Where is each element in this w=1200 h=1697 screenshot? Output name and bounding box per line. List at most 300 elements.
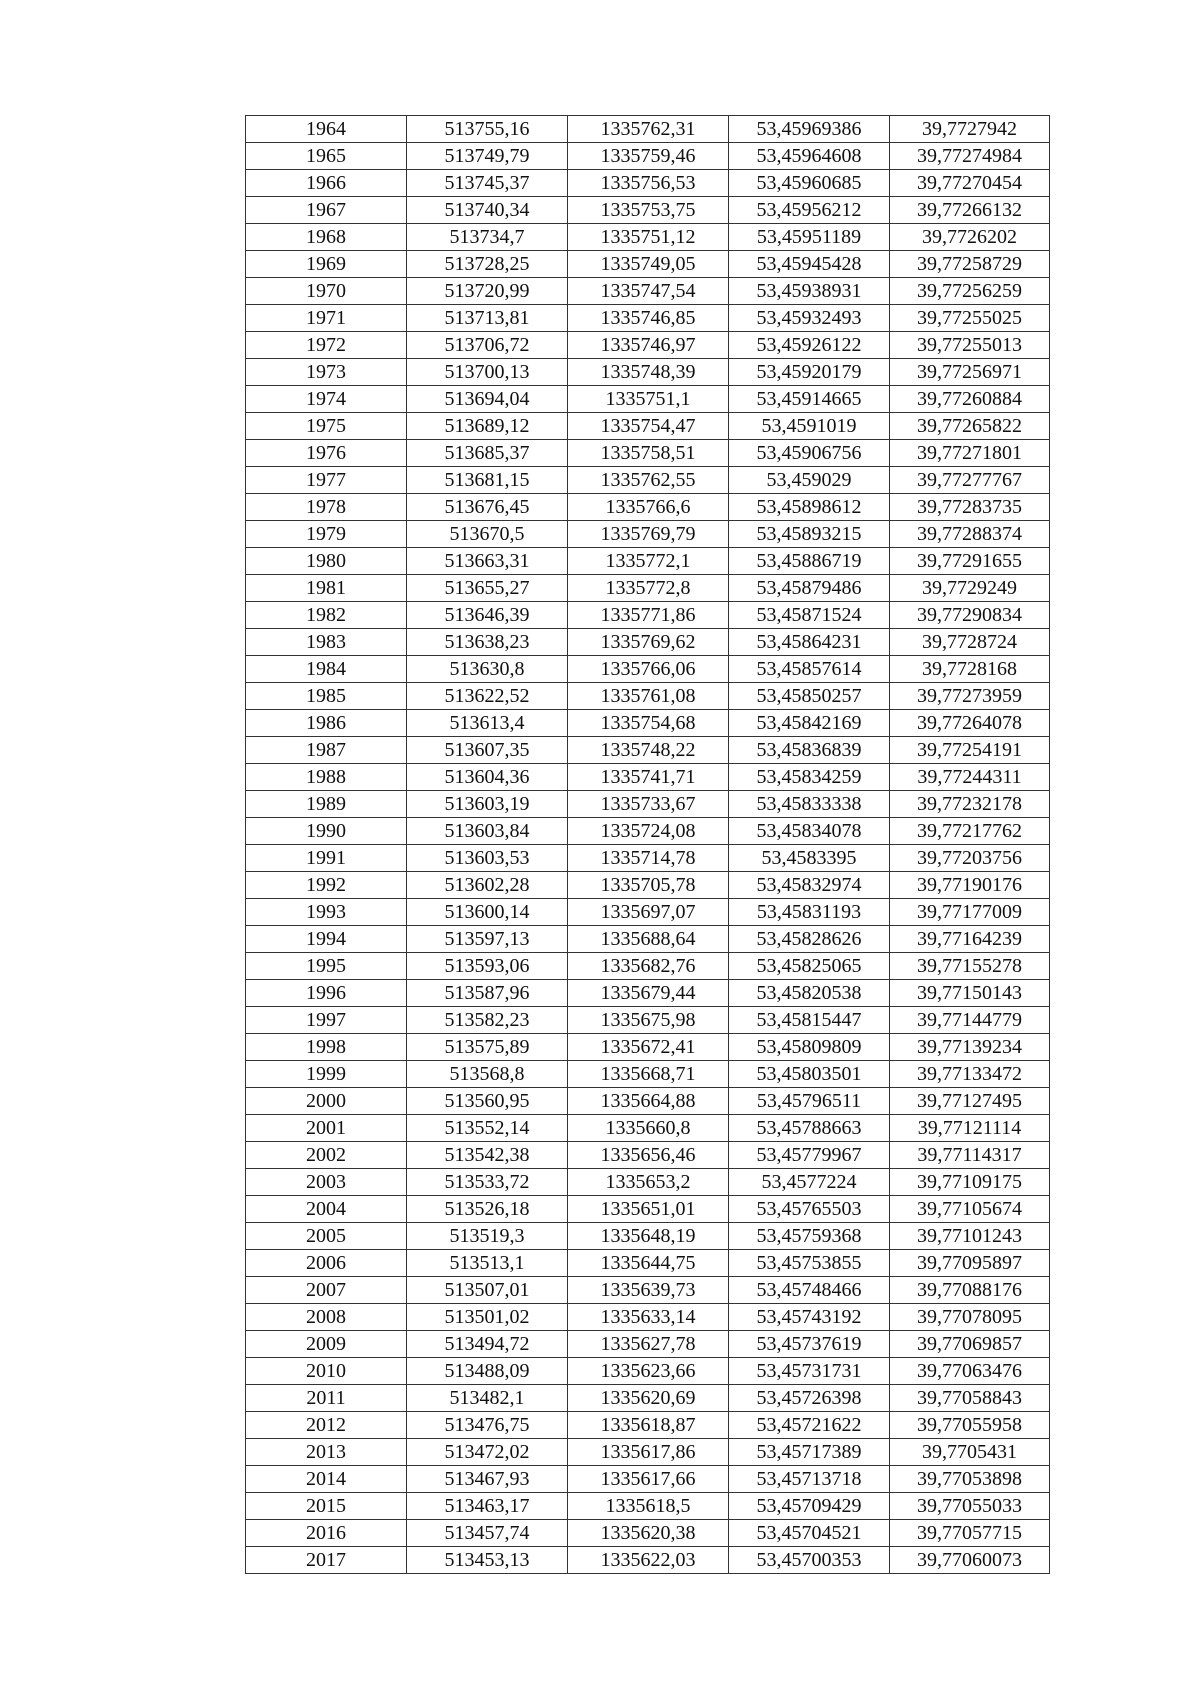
year-cell: 2011 [246, 1385, 407, 1412]
x-coordinate-cell: 513568,8 [407, 1061, 568, 1088]
year-cell: 1992 [246, 872, 407, 899]
y-coordinate-cell: 1335754,68 [568, 710, 729, 737]
latitude-cell: 53,45759368 [729, 1223, 890, 1250]
latitude-cell: 53,459029 [729, 467, 890, 494]
latitude-cell: 53,45831193 [729, 899, 890, 926]
table-row [246, 602, 1050, 629]
x-coordinate-cell: 513604,36 [407, 764, 568, 791]
table-row [246, 143, 1050, 170]
year-cell: 2001 [246, 1115, 407, 1142]
table-row [246, 1412, 1050, 1439]
y-coordinate-cell: 1335617,66 [568, 1466, 729, 1493]
y-coordinate-cell: 1335766,06 [568, 656, 729, 683]
y-coordinate-cell: 1335756,53 [568, 170, 729, 197]
x-coordinate-cell: 513646,39 [407, 602, 568, 629]
table-row [246, 1439, 1050, 1466]
x-coordinate-cell: 513607,35 [407, 737, 568, 764]
longitude-cell: 39,77203756 [890, 845, 1050, 872]
table-row [246, 1304, 1050, 1331]
longitude-cell: 39,7705431 [890, 1439, 1050, 1466]
table-row [246, 1250, 1050, 1277]
x-coordinate-cell: 513582,23 [407, 1007, 568, 1034]
table-row [246, 224, 1050, 251]
year-cell: 1990 [246, 818, 407, 845]
table-row [246, 926, 1050, 953]
latitude-cell: 53,45850257 [729, 683, 890, 710]
table-row [246, 251, 1050, 278]
x-coordinate-cell: 513501,02 [407, 1304, 568, 1331]
table-row [246, 872, 1050, 899]
x-coordinate-cell: 513587,96 [407, 980, 568, 1007]
year-cell: 1980 [246, 548, 407, 575]
x-coordinate-cell: 513472,02 [407, 1439, 568, 1466]
latitude-cell: 53,45920179 [729, 359, 890, 386]
y-coordinate-cell: 1335653,2 [568, 1169, 729, 1196]
longitude-cell: 39,77254191 [890, 737, 1050, 764]
y-coordinate-cell: 1335772,8 [568, 575, 729, 602]
latitude-cell: 53,45828626 [729, 926, 890, 953]
longitude-cell: 39,77105674 [890, 1196, 1050, 1223]
table-row [246, 791, 1050, 818]
y-coordinate-cell: 1335648,19 [568, 1223, 729, 1250]
y-coordinate-cell: 1335741,71 [568, 764, 729, 791]
y-coordinate-cell: 1335748,39 [568, 359, 729, 386]
table-body [246, 116, 1050, 1574]
longitude-cell: 39,77069857 [890, 1331, 1050, 1358]
longitude-cell: 39,77164239 [890, 926, 1050, 953]
latitude-cell: 53,45779967 [729, 1142, 890, 1169]
latitude-cell: 53,45731731 [729, 1358, 890, 1385]
table-row [246, 1547, 1050, 1574]
table-row [246, 1034, 1050, 1061]
y-coordinate-cell: 1335664,88 [568, 1088, 729, 1115]
table-row [246, 197, 1050, 224]
latitude-cell: 53,45956212 [729, 197, 890, 224]
longitude-cell: 39,77101243 [890, 1223, 1050, 1250]
y-coordinate-cell: 1335759,46 [568, 143, 729, 170]
x-coordinate-cell: 513728,25 [407, 251, 568, 278]
table-row [246, 656, 1050, 683]
x-coordinate-cell: 513689,12 [407, 413, 568, 440]
table-row [246, 413, 1050, 440]
x-coordinate-cell: 513655,27 [407, 575, 568, 602]
longitude-cell: 39,77057715 [890, 1520, 1050, 1547]
year-cell: 1999 [246, 1061, 407, 1088]
year-cell: 1972 [246, 332, 407, 359]
latitude-cell: 53,45834078 [729, 818, 890, 845]
y-coordinate-cell: 1335714,78 [568, 845, 729, 872]
x-coordinate-cell: 513734,7 [407, 224, 568, 251]
year-cell: 2008 [246, 1304, 407, 1331]
latitude-cell: 53,45748466 [729, 1277, 890, 1304]
y-coordinate-cell: 1335771,86 [568, 602, 729, 629]
year-cell: 2007 [246, 1277, 407, 1304]
x-coordinate-cell: 513638,23 [407, 629, 568, 656]
year-cell: 1995 [246, 953, 407, 980]
x-coordinate-cell: 513507,01 [407, 1277, 568, 1304]
longitude-cell: 39,77144779 [890, 1007, 1050, 1034]
y-coordinate-cell: 1335672,41 [568, 1034, 729, 1061]
latitude-cell: 53,45713718 [729, 1466, 890, 1493]
x-coordinate-cell: 513603,84 [407, 818, 568, 845]
y-coordinate-cell: 1335772,1 [568, 548, 729, 575]
longitude-cell: 39,77177009 [890, 899, 1050, 926]
longitude-cell: 39,77060073 [890, 1547, 1050, 1574]
longitude-cell: 39,77150143 [890, 980, 1050, 1007]
x-coordinate-cell: 513476,75 [407, 1412, 568, 1439]
year-cell: 1988 [246, 764, 407, 791]
year-cell: 1979 [246, 521, 407, 548]
year-cell: 1977 [246, 467, 407, 494]
year-cell: 1997 [246, 1007, 407, 1034]
x-coordinate-cell: 513526,18 [407, 1196, 568, 1223]
latitude-cell: 53,4577224 [729, 1169, 890, 1196]
year-cell: 1964 [246, 116, 407, 143]
latitude-cell: 53,4591019 [729, 413, 890, 440]
latitude-cell: 53,45893215 [729, 521, 890, 548]
latitude-cell: 53,45815447 [729, 1007, 890, 1034]
year-cell: 2004 [246, 1196, 407, 1223]
y-coordinate-cell: 1335746,97 [568, 332, 729, 359]
y-coordinate-cell: 1335769,62 [568, 629, 729, 656]
y-coordinate-cell: 1335754,47 [568, 413, 729, 440]
x-coordinate-cell: 513745,37 [407, 170, 568, 197]
table-row [246, 494, 1050, 521]
x-coordinate-cell: 513694,04 [407, 386, 568, 413]
year-cell: 1989 [246, 791, 407, 818]
latitude-cell: 53,45704521 [729, 1520, 890, 1547]
latitude-cell: 53,45960685 [729, 170, 890, 197]
table-row [246, 1196, 1050, 1223]
year-cell: 1966 [246, 170, 407, 197]
table-row [246, 980, 1050, 1007]
longitude-cell: 39,77121114 [890, 1115, 1050, 1142]
latitude-cell: 53,45753855 [729, 1250, 890, 1277]
x-coordinate-cell: 513467,93 [407, 1466, 568, 1493]
y-coordinate-cell: 1335766,6 [568, 494, 729, 521]
y-coordinate-cell: 1335747,54 [568, 278, 729, 305]
year-cell: 1998 [246, 1034, 407, 1061]
y-coordinate-cell: 1335639,73 [568, 1277, 729, 1304]
latitude-cell: 53,45914665 [729, 386, 890, 413]
latitude-cell: 53,45726398 [729, 1385, 890, 1412]
y-coordinate-cell: 1335753,75 [568, 197, 729, 224]
latitude-cell: 53,45834259 [729, 764, 890, 791]
year-cell: 2002 [246, 1142, 407, 1169]
longitude-cell: 39,77139234 [890, 1034, 1050, 1061]
x-coordinate-cell: 513663,31 [407, 548, 568, 575]
y-coordinate-cell: 1335762,55 [568, 467, 729, 494]
y-coordinate-cell: 1335749,05 [568, 251, 729, 278]
latitude-cell: 53,45886719 [729, 548, 890, 575]
longitude-cell: 39,77088176 [890, 1277, 1050, 1304]
longitude-cell: 39,77127495 [890, 1088, 1050, 1115]
x-coordinate-cell: 513720,99 [407, 278, 568, 305]
table-row [246, 899, 1050, 926]
year-cell: 1970 [246, 278, 407, 305]
year-cell: 1981 [246, 575, 407, 602]
latitude-cell: 53,45836839 [729, 737, 890, 764]
x-coordinate-cell: 513453,13 [407, 1547, 568, 1574]
y-coordinate-cell: 1335758,51 [568, 440, 729, 467]
longitude-cell: 39,77258729 [890, 251, 1050, 278]
x-coordinate-cell: 513482,1 [407, 1385, 568, 1412]
longitude-cell: 39,7727942 [890, 116, 1050, 143]
longitude-cell: 39,77255013 [890, 332, 1050, 359]
y-coordinate-cell: 1335688,64 [568, 926, 729, 953]
x-coordinate-cell: 513513,1 [407, 1250, 568, 1277]
x-coordinate-cell: 513740,34 [407, 197, 568, 224]
latitude-cell: 53,45938931 [729, 278, 890, 305]
x-coordinate-cell: 513597,13 [407, 926, 568, 953]
latitude-cell: 53,45951189 [729, 224, 890, 251]
year-cell: 1978 [246, 494, 407, 521]
table-row [246, 1007, 1050, 1034]
table-row [246, 305, 1050, 332]
x-coordinate-cell: 513622,52 [407, 683, 568, 710]
x-coordinate-cell: 513670,5 [407, 521, 568, 548]
latitude-cell: 53,45926122 [729, 332, 890, 359]
table-row [246, 953, 1050, 980]
latitude-cell: 53,45820538 [729, 980, 890, 1007]
longitude-cell: 39,77190176 [890, 872, 1050, 899]
longitude-cell: 39,77255025 [890, 305, 1050, 332]
longitude-cell: 39,77095897 [890, 1250, 1050, 1277]
y-coordinate-cell: 1335627,78 [568, 1331, 729, 1358]
year-cell: 1965 [246, 143, 407, 170]
latitude-cell: 53,45809809 [729, 1034, 890, 1061]
year-cell: 1987 [246, 737, 407, 764]
latitude-cell: 53,45803501 [729, 1061, 890, 1088]
longitude-cell: 39,77217762 [890, 818, 1050, 845]
y-coordinate-cell: 1335617,86 [568, 1439, 729, 1466]
latitude-cell: 53,45737619 [729, 1331, 890, 1358]
longitude-cell: 39,77270454 [890, 170, 1050, 197]
y-coordinate-cell: 1335618,87 [568, 1412, 729, 1439]
latitude-cell: 53,45906756 [729, 440, 890, 467]
x-coordinate-cell: 513755,16 [407, 116, 568, 143]
latitude-cell: 53,45969386 [729, 116, 890, 143]
y-coordinate-cell: 1335675,98 [568, 1007, 729, 1034]
x-coordinate-cell: 513613,4 [407, 710, 568, 737]
year-cell: 2005 [246, 1223, 407, 1250]
y-coordinate-cell: 1335668,71 [568, 1061, 729, 1088]
longitude-cell: 39,77055958 [890, 1412, 1050, 1439]
table-row [246, 1331, 1050, 1358]
longitude-cell: 39,77155278 [890, 953, 1050, 980]
year-cell: 1975 [246, 413, 407, 440]
table-row [246, 332, 1050, 359]
table-row [246, 116, 1050, 143]
longitude-cell: 39,77114317 [890, 1142, 1050, 1169]
latitude-cell: 53,45871524 [729, 602, 890, 629]
y-coordinate-cell: 1335620,69 [568, 1385, 729, 1412]
year-cell: 1982 [246, 602, 407, 629]
table-row [246, 764, 1050, 791]
x-coordinate-cell: 513676,45 [407, 494, 568, 521]
y-coordinate-cell: 1335622,03 [568, 1547, 729, 1574]
longitude-cell: 39,7726202 [890, 224, 1050, 251]
year-cell: 1991 [246, 845, 407, 872]
x-coordinate-cell: 513600,14 [407, 899, 568, 926]
x-coordinate-cell: 513457,74 [407, 1520, 568, 1547]
longitude-cell: 39,77256971 [890, 359, 1050, 386]
year-cell: 2013 [246, 1439, 407, 1466]
table-row [246, 710, 1050, 737]
table-row [246, 1493, 1050, 1520]
y-coordinate-cell: 1335623,66 [568, 1358, 729, 1385]
table-row [246, 845, 1050, 872]
y-coordinate-cell: 1335656,46 [568, 1142, 729, 1169]
table-row [246, 359, 1050, 386]
year-cell: 1968 [246, 224, 407, 251]
year-cell: 1983 [246, 629, 407, 656]
x-coordinate-cell: 513542,38 [407, 1142, 568, 1169]
y-coordinate-cell: 1335733,67 [568, 791, 729, 818]
longitude-cell: 39,7728168 [890, 656, 1050, 683]
longitude-cell: 39,77277767 [890, 467, 1050, 494]
x-coordinate-cell: 513494,72 [407, 1331, 568, 1358]
latitude-cell: 53,45964608 [729, 143, 890, 170]
table-row [246, 1223, 1050, 1250]
y-coordinate-cell: 1335618,5 [568, 1493, 729, 1520]
year-cell: 2017 [246, 1547, 407, 1574]
table-row [246, 1358, 1050, 1385]
year-cell: 1996 [246, 980, 407, 1007]
x-coordinate-cell: 513603,19 [407, 791, 568, 818]
y-coordinate-cell: 1335660,8 [568, 1115, 729, 1142]
year-cell: 1985 [246, 683, 407, 710]
table-row [246, 1061, 1050, 1088]
longitude-cell: 39,77256259 [890, 278, 1050, 305]
y-coordinate-cell: 1335697,07 [568, 899, 729, 926]
y-coordinate-cell: 1335761,08 [568, 683, 729, 710]
year-cell: 2015 [246, 1493, 407, 1520]
year-cell: 2006 [246, 1250, 407, 1277]
x-coordinate-cell: 513560,95 [407, 1088, 568, 1115]
x-coordinate-cell: 513463,17 [407, 1493, 568, 1520]
year-cell: 1973 [246, 359, 407, 386]
longitude-cell: 39,77244311 [890, 764, 1050, 791]
table-row [246, 548, 1050, 575]
year-cell: 1974 [246, 386, 407, 413]
longitude-cell: 39,77271801 [890, 440, 1050, 467]
x-coordinate-cell: 513602,28 [407, 872, 568, 899]
x-coordinate-cell: 513700,13 [407, 359, 568, 386]
year-cell: 2000 [246, 1088, 407, 1115]
table-row [246, 1169, 1050, 1196]
table-row [246, 1466, 1050, 1493]
year-cell: 2009 [246, 1331, 407, 1358]
table-row [246, 683, 1050, 710]
longitude-cell: 39,77260884 [890, 386, 1050, 413]
latitude-cell: 53,45743192 [729, 1304, 890, 1331]
y-coordinate-cell: 1335705,78 [568, 872, 729, 899]
latitude-cell: 53,45898612 [729, 494, 890, 521]
latitude-cell: 53,45842169 [729, 710, 890, 737]
year-cell: 1986 [246, 710, 407, 737]
y-coordinate-cell: 1335679,44 [568, 980, 729, 1007]
year-cell: 1971 [246, 305, 407, 332]
latitude-cell: 53,45765503 [729, 1196, 890, 1223]
table-row [246, 1385, 1050, 1412]
y-coordinate-cell: 1335682,76 [568, 953, 729, 980]
x-coordinate-cell: 513749,79 [407, 143, 568, 170]
latitude-cell: 53,45796511 [729, 1088, 890, 1115]
longitude-cell: 39,77078095 [890, 1304, 1050, 1331]
longitude-cell: 39,77055033 [890, 1493, 1050, 1520]
coordinates-table [245, 115, 1050, 1574]
longitude-cell: 39,77291655 [890, 548, 1050, 575]
x-coordinate-cell: 513552,14 [407, 1115, 568, 1142]
longitude-cell: 39,77274984 [890, 143, 1050, 170]
latitude-cell: 53,45832974 [729, 872, 890, 899]
latitude-cell: 53,45857614 [729, 656, 890, 683]
latitude-cell: 53,45833338 [729, 791, 890, 818]
year-cell: 2016 [246, 1520, 407, 1547]
year-cell: 1994 [246, 926, 407, 953]
x-coordinate-cell: 513488,09 [407, 1358, 568, 1385]
x-coordinate-cell: 513533,72 [407, 1169, 568, 1196]
longitude-cell: 39,77058843 [890, 1385, 1050, 1412]
year-cell: 2010 [246, 1358, 407, 1385]
x-coordinate-cell: 513630,8 [407, 656, 568, 683]
table-row [246, 818, 1050, 845]
x-coordinate-cell: 513593,06 [407, 953, 568, 980]
table-row [246, 1520, 1050, 1547]
longitude-cell: 39,77273959 [890, 683, 1050, 710]
longitude-cell: 39,77109175 [890, 1169, 1050, 1196]
year-cell: 1969 [246, 251, 407, 278]
latitude-cell: 53,45700353 [729, 1547, 890, 1574]
longitude-cell: 39,77264078 [890, 710, 1050, 737]
latitude-cell: 53,45945428 [729, 251, 890, 278]
table-row [246, 575, 1050, 602]
year-cell: 1967 [246, 197, 407, 224]
y-coordinate-cell: 1335751,12 [568, 224, 729, 251]
x-coordinate-cell: 513713,81 [407, 305, 568, 332]
longitude-cell: 39,77288374 [890, 521, 1050, 548]
table-row [246, 521, 1050, 548]
year-cell: 2014 [246, 1466, 407, 1493]
year-cell: 2003 [246, 1169, 407, 1196]
y-coordinate-cell: 1335748,22 [568, 737, 729, 764]
y-coordinate-cell: 1335651,01 [568, 1196, 729, 1223]
table-row [246, 278, 1050, 305]
x-coordinate-cell: 513603,53 [407, 845, 568, 872]
longitude-cell: 39,77283735 [890, 494, 1050, 521]
table-row [246, 170, 1050, 197]
y-coordinate-cell: 1335751,1 [568, 386, 729, 413]
table-row [246, 467, 1050, 494]
year-cell: 1976 [246, 440, 407, 467]
y-coordinate-cell: 1335633,14 [568, 1304, 729, 1331]
longitude-cell: 39,77133472 [890, 1061, 1050, 1088]
latitude-cell: 53,45932493 [729, 305, 890, 332]
latitude-cell: 53,45717389 [729, 1439, 890, 1466]
x-coordinate-cell: 513575,89 [407, 1034, 568, 1061]
latitude-cell: 53,45721622 [729, 1412, 890, 1439]
year-cell: 2012 [246, 1412, 407, 1439]
longitude-cell: 39,7729249 [890, 575, 1050, 602]
x-coordinate-cell: 513681,15 [407, 467, 568, 494]
longitude-cell: 39,77063476 [890, 1358, 1050, 1385]
year-cell: 1984 [246, 656, 407, 683]
x-coordinate-cell: 513706,72 [407, 332, 568, 359]
table-row [246, 1115, 1050, 1142]
x-coordinate-cell: 513685,37 [407, 440, 568, 467]
y-coordinate-cell: 1335746,85 [568, 305, 729, 332]
